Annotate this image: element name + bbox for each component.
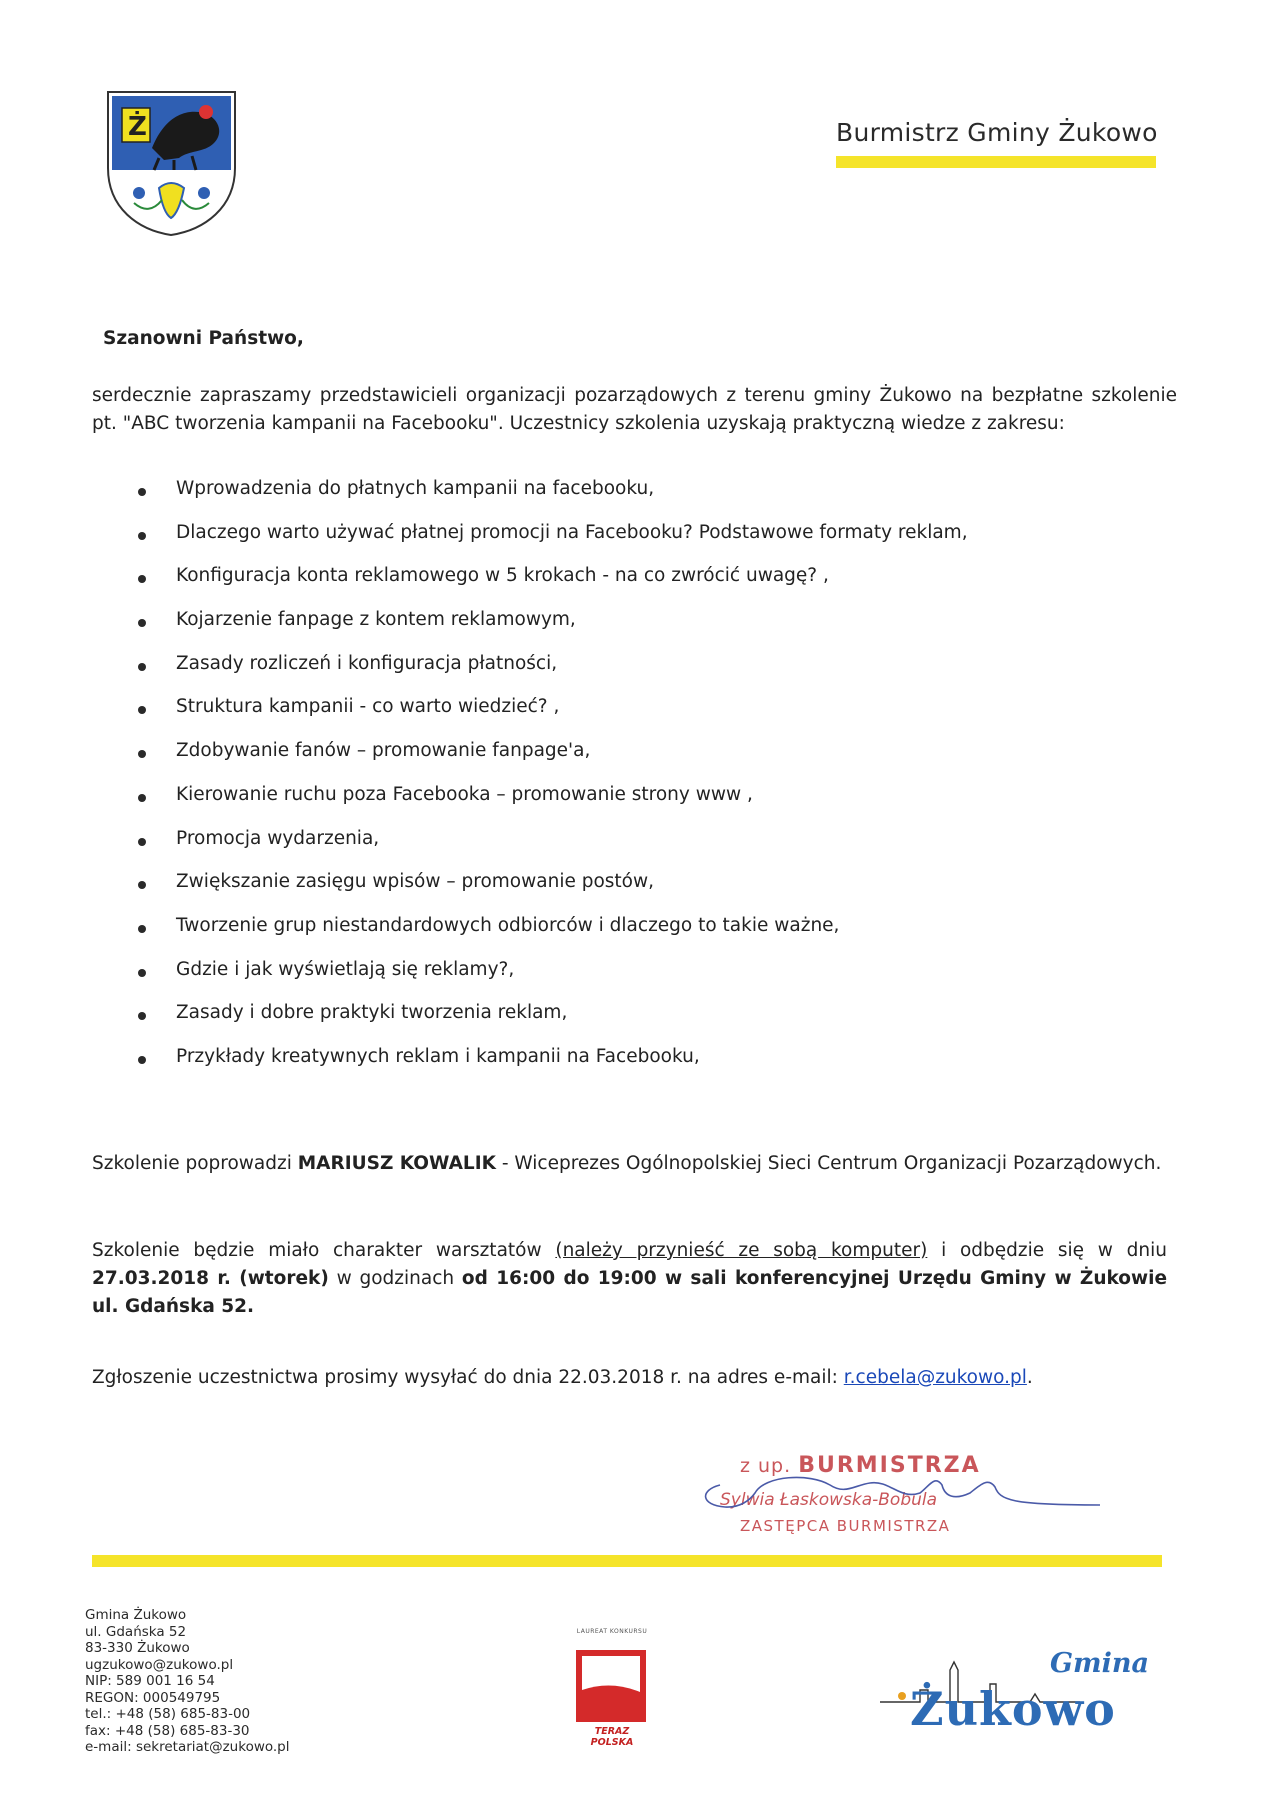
- bullet-icon: [138, 838, 146, 846]
- header-title: Burmistrz Gminy Żukowo: [836, 118, 1158, 147]
- header-accent-bar: [836, 156, 1156, 168]
- bullet-icon: [138, 881, 146, 889]
- bullet-icon: [138, 663, 146, 671]
- topic-item: Wprowadzenia do płatnych kampanii na facebooku,: [138, 478, 1038, 522]
- bullet-icon: [138, 1056, 146, 1064]
- topic-item: Kierowanie ruchu poza Facebooka – promowanie strony www ,: [138, 784, 1038, 828]
- topics-list: [138, 478, 1038, 1090]
- topic-item: Tworzenie grup niestandardowych odbiorców i dlaczego to takie ważne,: [138, 915, 1038, 959]
- bullet-icon: [138, 706, 146, 714]
- trainer-name: MARIUSZ KOWALIK: [297, 1153, 496, 1174]
- details-paragraph: Szkolenie będzie miało charakter warsztatów (należy przynieść ze sobą komputer) i odbędzie się w dniu 27.03.2018 r. (wtorek) w godzinach od 16:00 do 19:00 w sali konferencyjnej Urzędu Gminy w Żukowie ul. Gdańska 52.: [92, 1240, 1167, 1317]
- registration-paragraph: Zgłoszenie uczestnictwa prosimy wysyłać do dnia 22.03.2018 r. na adres e-mail: r.cebela@zukowo.pl.: [92, 1367, 1033, 1388]
- bring-computer-note: (należy przynieść ze sobą komputer): [555, 1240, 928, 1261]
- bullet-icon: [138, 969, 146, 977]
- registration-email-link[interactable]: r.cebela@zukowo.pl: [843, 1367, 1027, 1388]
- trainer-paragraph: Szkolenie poprowadzi MARIUSZ KOWALIK - Wiceprezes Ogólnopolskiej Sieci Centrum Organizacji Pozarządowych.: [92, 1153, 1162, 1174]
- topic-item: Zdobywanie fanów – promowanie fanpage'a,: [138, 740, 1038, 784]
- signature-stamp: z up. BURMISTRZA Sylwia Łaskowska-Bobula ZASTĘPCA BURMISTRZA: [680, 1445, 1100, 1535]
- topic-item: Konfiguracja konta reklamowego w 5 krokach - na co zwrócić uwagę? ,: [138, 565, 1038, 609]
- topic-item: Promocja wydarzenia,: [138, 828, 1038, 872]
- svg-text:Ż: Ż: [128, 112, 147, 142]
- coat-of-arms-icon: [104, 88, 239, 238]
- bullet-icon: [138, 575, 146, 583]
- topic-item: Przykłady kreatywnych reklam i kampanii na Facebooku,: [138, 1046, 1038, 1090]
- bullet-icon: [138, 619, 146, 627]
- bullet-icon: [138, 750, 146, 758]
- intro-paragraph: serdecznie zapraszamy przedstawicieli organizacji pozarządowych z terenu gminy Żukowo na bezpłatne szkolenie pt. "ABC tworzenia kampanii na Facebooku". Uczestnicy szkolenia uzyskają praktyczną wiedze z zakresu:: [92, 385, 1177, 434]
- topic-item: Zasady rozliczeń i konfiguracja płatności,: [138, 653, 1038, 697]
- event-date: 27.03.2018 r. (wtorek): [92, 1268, 329, 1289]
- bullet-icon: [138, 1012, 146, 1020]
- footer-accent-bar: [92, 1555, 1162, 1567]
- teraz-polska-flag-icon: [576, 1650, 646, 1722]
- bullet-icon: [138, 488, 146, 496]
- topic-item: Zwiększanie zasięgu wpisów – promowanie postów,: [138, 871, 1038, 915]
- event-time-place: od 16:00 do 19:00 w sali konferencyjnej Urzędu Gminy w Żukowie ul. Gdańska 52: [92, 1268, 1167, 1317]
- handwritten-signature-icon: [680, 1445, 1100, 1535]
- topic-item: Zasady i dobre praktyki tworzenia reklam,: [138, 1002, 1038, 1046]
- bullet-icon: [138, 532, 146, 540]
- gmina-zukowo-logo: Gmina Żukowo: [880, 1640, 1170, 1750]
- teraz-polska-logo: LAUREAT KONKURSU TERAZ POLSKA: [576, 1628, 648, 1748]
- footer-contact-block: Gmina Żukowo ul. Gdańska 52 83-330 Żukowo ugzukowo@zukowo.pl NIP: 589 001 16 54 REGON: 000549795 tel.: +48 (58) 685-83-00 fax: +48 (58) 685-83-30 e-mail: sekretariat@zukowo.pl: [85, 1607, 290, 1755]
- topic-item: Kojarzenie fanpage z kontem reklamowym,: [138, 609, 1038, 653]
- topic-item: Gdzie i jak wyświetlają się reklamy?,: [138, 959, 1038, 1003]
- topic-item: Dlaczego warto używać płatnej promocji na Facebooku? Podstawowe formaty reklam,: [138, 522, 1038, 566]
- bullet-icon: [138, 925, 146, 933]
- signatory-role: ZASTĘPCA BURMISTRZA: [740, 1517, 951, 1535]
- bullet-icon: [138, 794, 146, 802]
- signatory-name: Sylwia Łaskowska-Bobula: [720, 1490, 938, 1510]
- salutation: Szanowni Państwo,: [103, 328, 304, 349]
- topic-item: Struktura kampanii - co warto wiedzieć? ,: [138, 696, 1038, 740]
